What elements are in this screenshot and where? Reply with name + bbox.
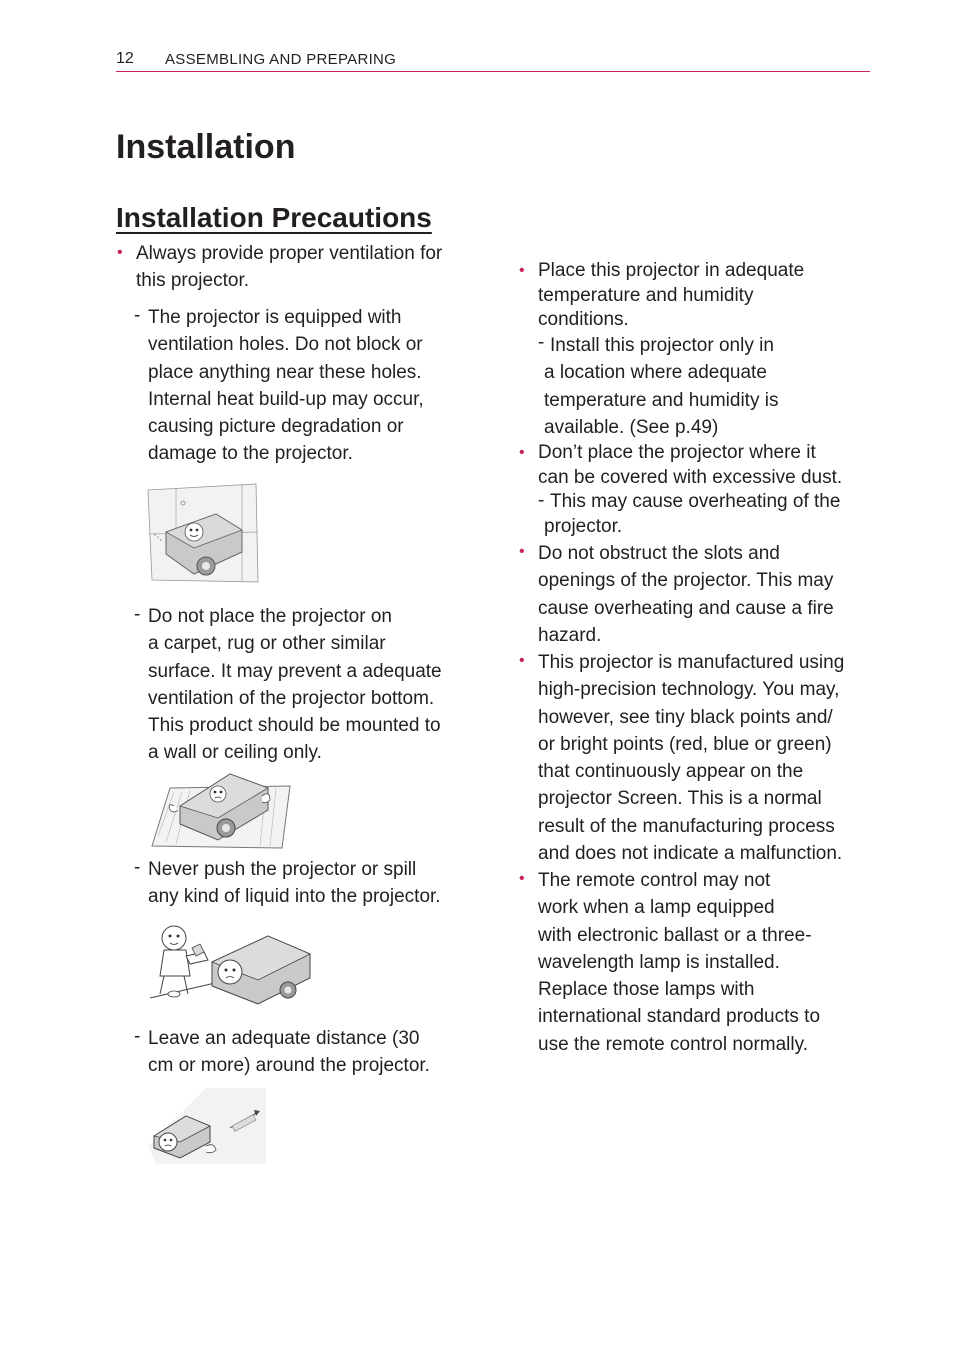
text-line: openings of the projector. This may bbox=[538, 570, 834, 592]
left-sub-distance bbox=[148, 1025, 430, 1080]
dash-marker: - bbox=[134, 305, 141, 326]
text-line: that continuously appear on the bbox=[538, 761, 804, 783]
dash-marker: - bbox=[134, 604, 141, 625]
text-line: ventilation of the projector bottom. bbox=[148, 687, 435, 709]
text-line: however, see tiny black points and/ bbox=[538, 706, 833, 728]
left-sub-ventilation-holes bbox=[148, 304, 424, 468]
bullet-marker: • bbox=[519, 652, 525, 669]
text-line: This may cause overheating of the bbox=[550, 491, 841, 512]
text-line: a location where adequate bbox=[544, 362, 767, 384]
text-line: Install this projector only in bbox=[550, 335, 774, 356]
text-line: available. (See p.49) bbox=[544, 416, 719, 438]
bullet-marker: • bbox=[117, 244, 123, 261]
dash-marker: - bbox=[538, 332, 545, 353]
text-line: and does not indicate a malfunction. bbox=[538, 843, 843, 865]
right-bullet-precision bbox=[538, 649, 844, 867]
push-liquid-illustration bbox=[148, 918, 314, 1008]
dash-marker: - bbox=[134, 857, 141, 878]
header-rule bbox=[116, 71, 870, 72]
page-title: Installation bbox=[116, 128, 296, 166]
text-line: with electronic ballast or a three- bbox=[538, 924, 812, 946]
text-line: Do not place the projector on bbox=[148, 606, 392, 627]
text-line: cm or more) around the projector. bbox=[148, 1055, 430, 1077]
right-bullet-dust bbox=[538, 441, 842, 490]
text-line: cause overheating and cause a fire bbox=[538, 597, 834, 619]
text-line: or bright points (red, blue or green) bbox=[538, 733, 832, 755]
text-line: The projector is equipped with bbox=[148, 307, 402, 328]
text-line: international standard products to bbox=[538, 1006, 821, 1028]
dash-marker: - bbox=[538, 490, 545, 511]
text-line: Don’t place the projector where it bbox=[538, 442, 816, 463]
text-line: Place this projector in adequate bbox=[538, 260, 805, 281]
page-number: 12 bbox=[116, 50, 134, 67]
text-line: Always provide proper ventilation for bbox=[136, 243, 443, 264]
text-line: Never push the projector or spill bbox=[148, 859, 417, 880]
bullet-marker: • bbox=[519, 444, 525, 461]
right-sub-dust bbox=[544, 490, 840, 539]
text-line: use the remote control normally. bbox=[538, 1033, 808, 1055]
right-bullet-remote bbox=[538, 867, 820, 1058]
section-heading: Installation Precautions bbox=[116, 202, 432, 233]
text-line: Do not obstruct the slots and bbox=[538, 543, 780, 564]
text-line: surface. It may prevent a adequate bbox=[148, 660, 442, 682]
text-line: Replace those lamps with bbox=[538, 979, 755, 1001]
distance-illustration bbox=[146, 1086, 268, 1166]
right-bullet-slots bbox=[538, 540, 834, 649]
left-sub-carpet bbox=[148, 603, 442, 767]
left-sub-push-liquid bbox=[148, 856, 441, 911]
text-line: ventilation holes. Do not block or bbox=[148, 334, 423, 356]
text-line: hazard. bbox=[538, 624, 602, 646]
text-line: can be covered with excessive dust. bbox=[538, 466, 843, 488]
text-line: temperature and humidity is bbox=[544, 389, 779, 411]
text-line: conditions. bbox=[538, 309, 629, 330]
text-line: damage to the projector. bbox=[148, 443, 353, 465]
projector-near-wall-illustration bbox=[146, 482, 260, 586]
text-line: projector Screen. This is a normal bbox=[538, 788, 822, 810]
text-line: place anything near these holes. bbox=[148, 361, 422, 383]
bullet-marker: • bbox=[519, 262, 525, 279]
text-line: a carpet, rug or other similar bbox=[148, 633, 386, 655]
text-line: high-precision technology. You may, bbox=[538, 679, 840, 701]
text-line: work when a lamp equipped bbox=[538, 897, 775, 919]
text-line: The remote control may not bbox=[538, 870, 771, 891]
left-bullet-ventilation bbox=[136, 240, 442, 295]
text-line: Internal heat build-up may occur, bbox=[148, 388, 424, 410]
text-line: a wall or ceiling only. bbox=[148, 742, 322, 764]
text-line: Leave an adequate distance (30 bbox=[148, 1028, 420, 1049]
dash-marker: - bbox=[134, 1026, 141, 1047]
text-line: any kind of liquid into the projector. bbox=[148, 886, 441, 908]
text-line: temperature and humidity bbox=[538, 284, 754, 306]
text-line: wavelength lamp is installed. bbox=[538, 951, 780, 973]
projector-on-carpet-illustration bbox=[150, 766, 296, 850]
text-line: this projector. bbox=[136, 270, 249, 292]
right-bullet-temperature bbox=[538, 259, 804, 333]
text-line: projector. bbox=[544, 515, 623, 537]
bullet-marker: • bbox=[519, 543, 525, 560]
text-line: causing picture degradation or bbox=[148, 416, 404, 438]
text-line: This product should be mounted to bbox=[148, 715, 441, 737]
right-sub-temperature bbox=[544, 332, 778, 441]
text-line: This projector is manufactured using bbox=[538, 652, 845, 673]
text-line: result of the manufacturing process bbox=[538, 815, 835, 837]
bullet-marker: • bbox=[519, 870, 525, 887]
section-title: ASSEMBLING AND PREPARING bbox=[165, 51, 397, 68]
